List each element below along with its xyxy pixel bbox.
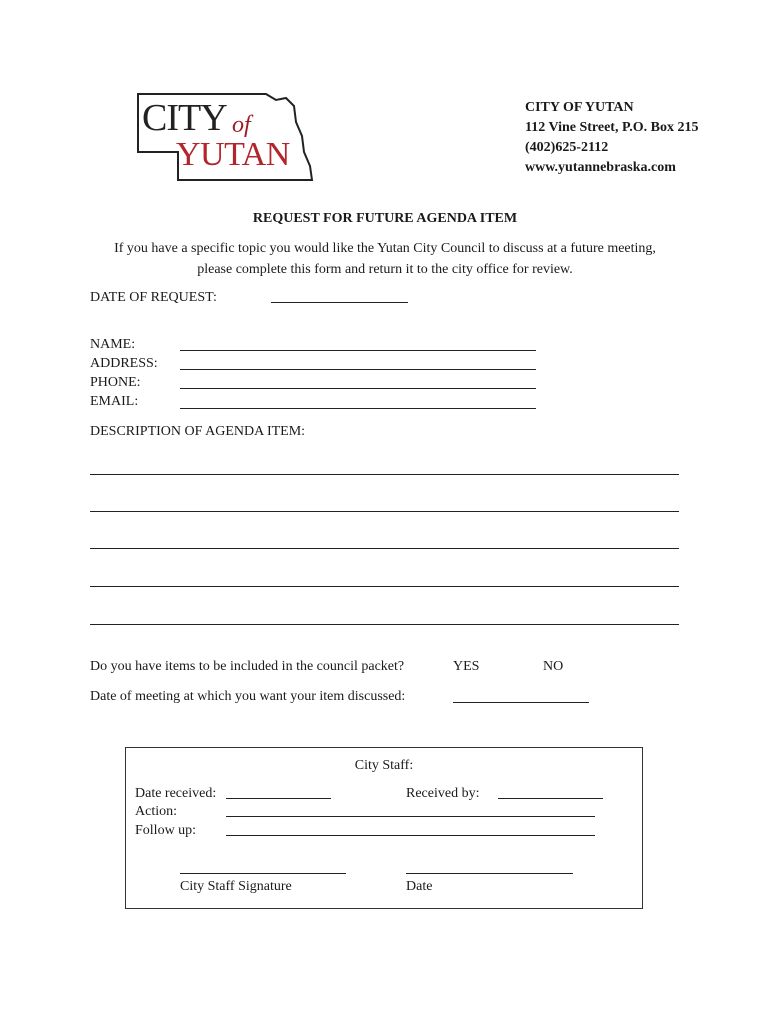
intro-line-2: please complete this form and return it to the city office for review. <box>197 262 573 277</box>
date-of-request-field[interactable] <box>271 302 408 303</box>
org-phone: (402)625-2112 <box>525 140 609 155</box>
date-received-label: Date received: <box>135 786 217 801</box>
staff-signature-label: City Staff Signature <box>180 879 292 894</box>
org-website: www.yutannebraska.com <box>525 160 676 175</box>
packet-yes-option[interactable]: YES <box>453 659 480 674</box>
staff-signature-field[interactable] <box>180 873 346 874</box>
phone-field[interactable] <box>180 388 536 389</box>
staff-date-label: Date <box>406 879 433 894</box>
name-label: NAME: <box>90 337 136 352</box>
logo-yutan-text: YUTAN <box>176 136 290 173</box>
description-line-4[interactable] <box>90 586 679 587</box>
action-field[interactable] <box>226 816 595 817</box>
meeting-date-field[interactable] <box>453 702 589 703</box>
follow-up-label: Follow up: <box>135 823 197 838</box>
city-logo <box>136 92 314 184</box>
logo-city-text: CITY <box>142 97 227 139</box>
description-line-3[interactable] <box>90 548 679 549</box>
address-field[interactable] <box>180 369 536 370</box>
logo-of-text: of <box>232 112 251 138</box>
intro-line-1: If you have a specific topic you would like the Yutan City Council to discuss at a future meeting, <box>114 241 656 256</box>
org-name: CITY OF YUTAN <box>525 100 634 115</box>
email-field[interactable] <box>180 408 536 409</box>
org-street: 112 Vine Street, P.O. Box 215 <box>525 120 699 135</box>
description-line-5[interactable] <box>90 624 679 625</box>
received-by-label: Received by: <box>406 786 480 801</box>
packet-no-option[interactable]: NO <box>543 659 564 674</box>
date-of-request-label: DATE OF REQUEST: <box>90 290 217 305</box>
city-staff-heading: City Staff: <box>354 758 414 773</box>
staff-date-field[interactable] <box>406 873 573 874</box>
meeting-date-label: Date of meeting at which you want your item discussed: <box>90 689 406 704</box>
packet-question: Do you have items to be included in the council packet? <box>90 659 405 674</box>
action-label: Action: <box>135 804 177 819</box>
description-line-2[interactable] <box>90 511 679 512</box>
description-label: DESCRIPTION OF AGENDA ITEM: <box>90 424 306 439</box>
email-label: EMAIL: <box>90 394 139 409</box>
follow-up-field[interactable] <box>226 835 595 836</box>
date-received-field[interactable] <box>226 798 331 799</box>
form-title: REQUEST FOR FUTURE AGENDA ITEM <box>252 211 518 226</box>
phone-label: PHONE: <box>90 375 141 390</box>
name-field[interactable] <box>180 350 536 351</box>
description-line-1[interactable] <box>90 474 679 475</box>
received-by-field[interactable] <box>498 798 603 799</box>
address-label: ADDRESS: <box>90 356 158 371</box>
